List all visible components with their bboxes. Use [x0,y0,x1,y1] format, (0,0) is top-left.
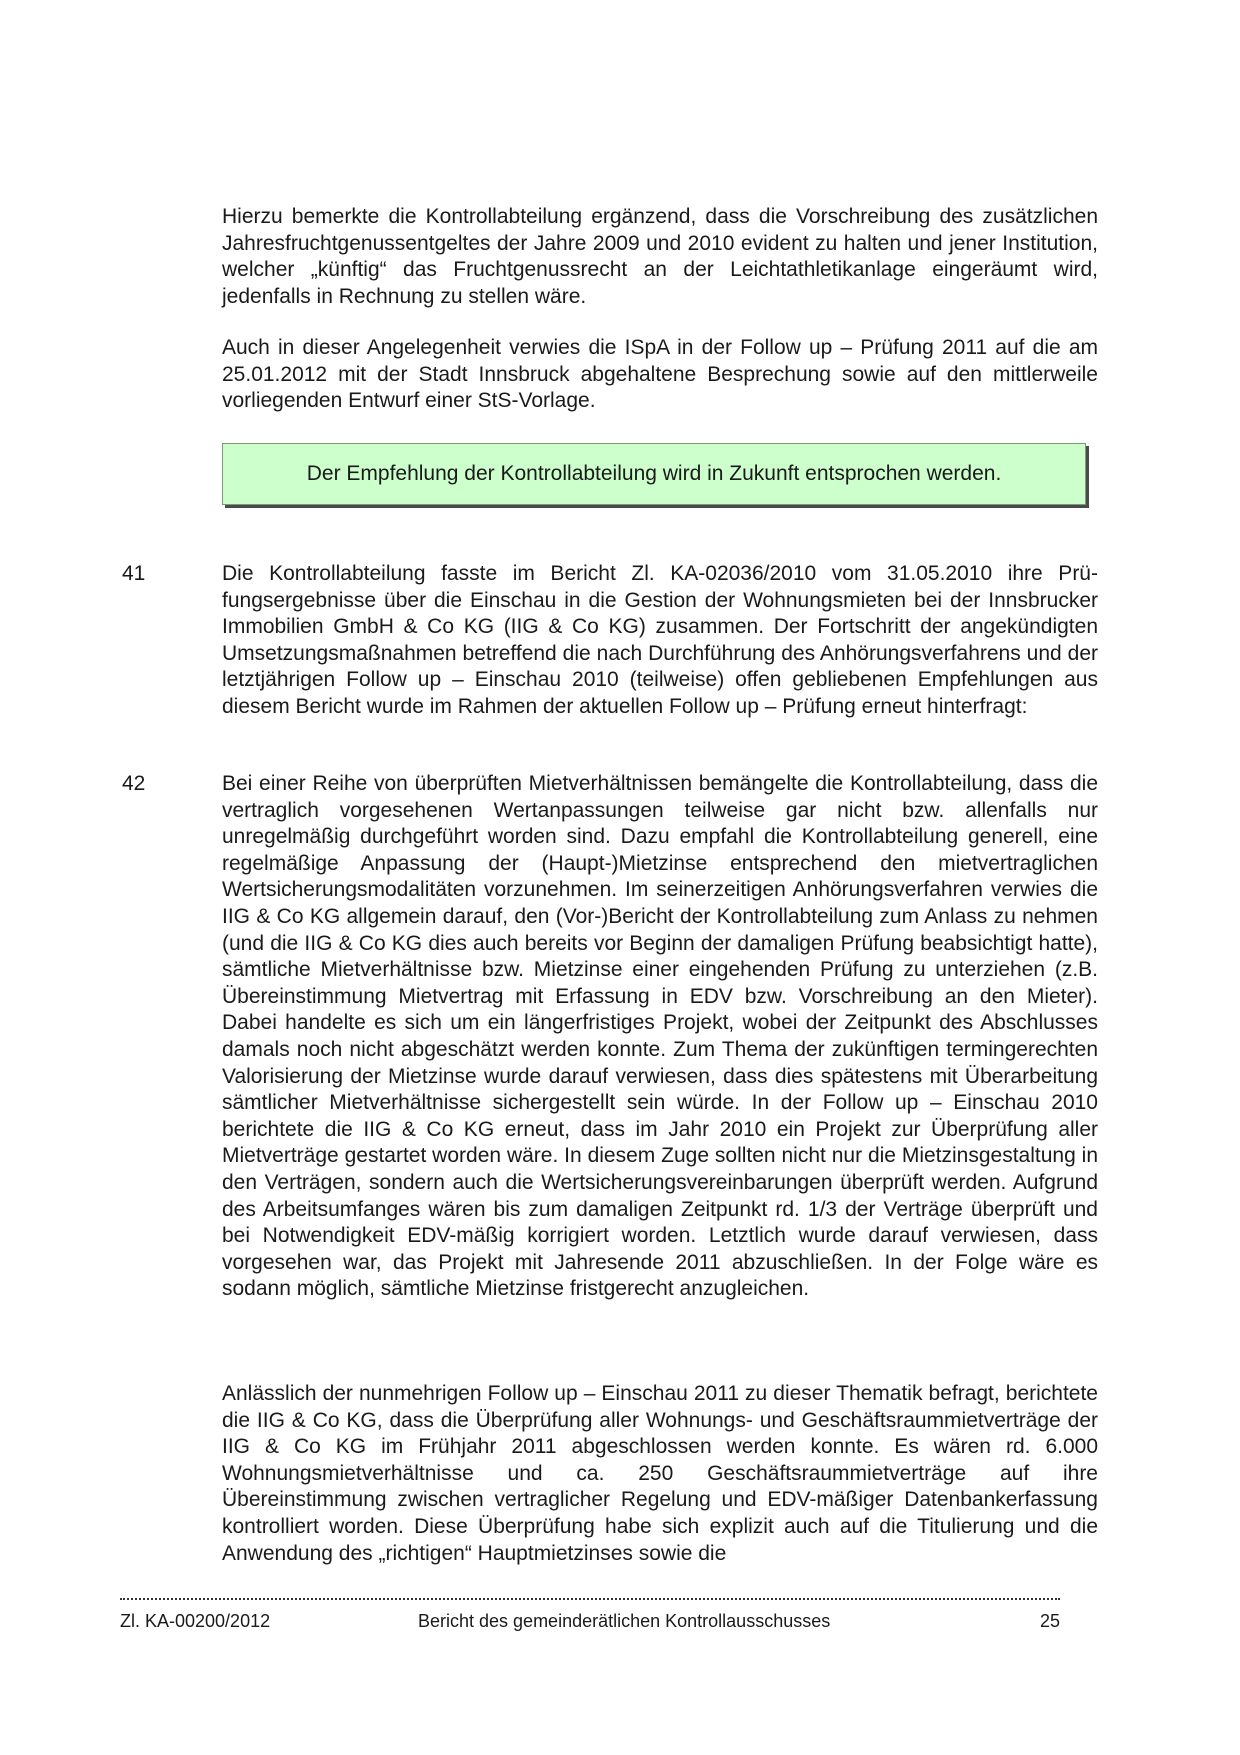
paragraph-42: Bei einer Reihe von überprüften Mietverhältnissen bemängelte die Kontrollabteilung, dass die vertraglich vorgesehenen Wertanpassungen teilweise gar nicht bzw. allenfalls nur unregelmäßig durchgeführt worden sind. Dazu empfahl die Kontrollabteilung generell, eine regelmäßige Anpassung der (Haupt-)Mietzinse entsprechend den mietvertraglichen Wertsicherungsmodalitäten vorzunehmen. Im seinerzeitigen Anhörungsverfahren verwies die IIG & Co KG allgemein darauf, den (Vor-)Bericht der Kontrollabteilung zum Anlass zu nehmen (und die IIG & Co KG dies auch bereits vor Beginn der damaligen Prüfung beabsichtigt hatte), sämtliche Mietverhältnisse bzw. Mietzinse einer eingehenden Prüfung zu unterziehen (z.B. Übereinstimmung Mietvertrag mit Erfassung in EDV bzw. Vorschreibung an den Mieter). Dabei handelte es sich um ein längerfristiges Projekt, wobei der Zeitpunkt des Abschlusses damals noch nicht abgeschätzt werden konnte. Zum Thema der zukünftigen termingerechten Valorisierung der Mietzinse wurde darauf verwiesen, dass dies spätestens mit Überarbeitung sämtlicher Mietverhältnisse sichergestellt sein würde. In der Follow up – Einschau 2010 berichtete die IIG & Co KG erneut, dass im Jahr 2010 ein Projekt zur Überprüfung aller Mietverträge gestartet worden wäre. In diesem Zuge sollten nicht nur die Mietzinsgestaltung in den Verträgen, sondern auch die Wertsicherungsvereinbarungen überprüft werden. Aufgrund des Arbeitsumfanges wären bis zum damaligen Zeitpunkt rd. 1/3 der Verträge überprüft und bei Notwendigkeit EDV-mäßig korrigiert worden. Letztlich wurde darauf verwiesen, dass vorgesehen war, das Projekt mit Jahresende 2011 abzuschließen. In der Folge wäre es sodann möglich, sämtliche Mietzinse fristgerecht anzugleichen. [222,772,1098,1301]
paragraph-fruchtgenuss: Hierzu bemerkte die Kontrollabteilung ergänzend, dass die Vorschreibung des zusätzlichen Jahresfruchtgenussentgeltes der Jahre 2009 und 2010 evident zu halten und jener Institution, welcher „künftig“ das Fruchtgenussrecht an der Leichtathletikanlage eingeräumt wird, jedenfalls in Rechnung zu stellen wäre. [222,205,1098,308]
paragraph-41: Die Kontrollabteilung fasste im Bericht Zl. KA-02036/2010 vom 31.05.2010 ihre Prüfungsergebnisse über die Einschau in die Gestion der Wohnungsmieten bei der Innsbrucker Immobilien GmbH & Co KG (IIG & Co KG) zusammen. Der Fortschritt der angekündigten Umsetzungsmaßnahmen betreffend die nach Durchführung des Anhörungsverfahrens und der letztjährigen Follow up – Einschau 2010 (teilweise) offen gebliebenen Empfehlungen aus diesem Bericht wurde im Rahmen der aktuellen Follow up – Prüfung erneut hinterfragt: [222,562,1098,718]
paragraph-number-41: 41 [122,562,146,585]
recommendation-text: Der Empfehlung der Kontrollabteilung wird in Zukunft entsprochen werden. [306,462,1002,485]
paragraph-follow-up-2011: Anlässlich der nunmehrigen Follow up – Einschau 2011 zu dieser Thematik befragt, berichtete die IIG & Co KG, dass die Überprüfung aller Wohnungs- und Geschäftsraummietverträge der IIG & Co KG im Frühjahr 2011 abgeschlossen werden konnte. Es wären rd. 6.000 Wohnungsmietverhältnisse und ca. 250 Geschäftsraummietverträge auf ihre Übereinstimmung zwischen vertraglicher Regelung und EDV-mäßiger Datenbankerfassung kontrolliert worden. Diese Überprüfung habe sich explizit auch auf die Titulierung und die Anwendung des „richtigen“ Hauptmietzinses sowie die [222,1382,1098,1565]
footer-title: Bericht des gemeinderätlichen Kontrollausschusses [418,1611,831,1631]
recommendation-box [222,443,1086,505]
footer-divider [120,1598,1060,1600]
paragraph-number-42: 42 [122,772,146,795]
footer-page-number: 25 [1040,1611,1061,1631]
footer-reference: Zl. KA-00200/2012 [120,1611,271,1631]
paragraph-ispa-besprechung: Auch in dieser Angelegenheit verwies die ISpA in der Follow up – Prüfung 2011 auf die am 25.01.2012 mit der Stadt Innsbruck abgehaltene Besprechung sowie auf den mittlerweile vorliegenden Entwurf einer StS-Vorlage. [222,336,1098,413]
